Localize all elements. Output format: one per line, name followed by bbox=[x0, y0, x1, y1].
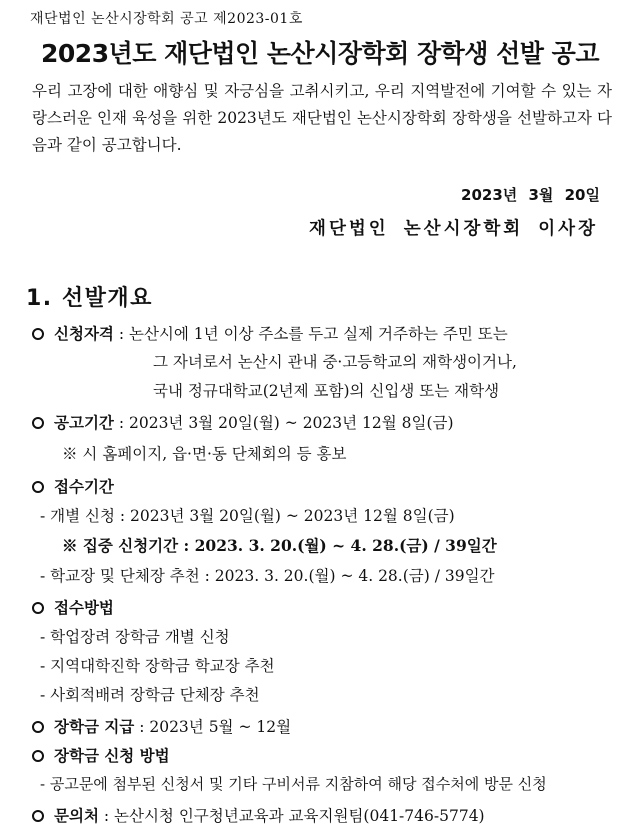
eligibility-text-1: : 논산시에 1년 이상 주소를 두고 실제 거주하는 주민 또는 bbox=[113, 325, 508, 343]
circle-bullet-icon bbox=[32, 328, 44, 340]
notice-period-line bbox=[32, 411, 454, 433]
circle-bullet-icon bbox=[32, 602, 44, 614]
payment-line bbox=[32, 715, 291, 737]
method-item: - 지역대학진학 장학금 학교장 추천 bbox=[40, 657, 275, 675]
circle-bullet-icon bbox=[32, 750, 44, 762]
contact-line bbox=[32, 804, 485, 826]
circle-bullet-icon bbox=[32, 721, 44, 733]
eligibility-text-2: 그 자녀로서 논산시 관내 중·고등학교의 재학생이거나, bbox=[153, 353, 517, 371]
reception-period-label: 접수기간 bbox=[54, 477, 114, 496]
application-method-item: - 공고문에 첨부된 신청서 및 기타 구비서류 지참하여 해당 접수처에 방문 신청 bbox=[40, 775, 547, 793]
notice-date: 2023년 3월 20일 bbox=[461, 186, 600, 204]
payment-label: 장학금 지급 bbox=[54, 717, 135, 736]
notice-period-value: : 2023년 3월 20일(월) ~ 2023년 12월 8일(금) bbox=[113, 414, 454, 432]
application-method-label: 장학금 신청 방법 bbox=[54, 746, 170, 765]
contact-label: 문의처 bbox=[54, 806, 99, 825]
eligibility-text-3: 국내 정규대학교(2년제 포함)의 신입생 또는 재학생 bbox=[153, 382, 500, 400]
application-method-line bbox=[32, 744, 170, 766]
reception-period-line bbox=[32, 475, 114, 497]
reception-individual: - 개별 신청 : 2023년 3월 20일(월) ~ 2023년 12월 8일(금) bbox=[40, 507, 455, 525]
circle-bullet-icon bbox=[32, 481, 44, 493]
eligibility-line bbox=[32, 322, 508, 344]
issuer: 재단법인 논산시장학회 이사장 bbox=[309, 219, 598, 239]
section-title-overview: 1. 선발개요 bbox=[26, 286, 153, 311]
notice-number: 재단법인 논산시장학회 공고 제2023-01호 bbox=[30, 11, 303, 27]
notice-period-note: ※ 시 홈페이지, 읍·면·동 단체회의 등 홍보 bbox=[62, 445, 347, 463]
notice-period-label: 공고기간 bbox=[54, 413, 114, 432]
payment-value: : 2023년 5월 ~ 12월 bbox=[134, 718, 292, 736]
circle-bullet-icon bbox=[32, 810, 44, 822]
reception-recommendation: - 학교장 및 단체장 추천 : 2023. 3. 20.(월) ~ 4. 28.(금) / 39일간 bbox=[40, 567, 495, 585]
page-title: 2023년도 재단법인 논산시장학회 장학생 선발 공고 bbox=[41, 39, 599, 68]
reception-method-label: 접수방법 bbox=[54, 598, 114, 617]
reception-method-line bbox=[32, 596, 114, 618]
contact-value: : 논산시청 인구청년교육과 교육지원팀(041-746-5774) bbox=[98, 807, 485, 825]
method-item: - 사회적배려 장학금 단체장 추천 bbox=[40, 686, 260, 704]
method-item: - 학업장려 장학금 개별 신청 bbox=[40, 628, 230, 646]
eligibility-label: 신청자격 bbox=[54, 324, 114, 343]
intro-paragraph: 우리 고장에 대한 애향심 및 자긍심을 고취시키고, 우리 지역발전에 기여할 수 있는 자랑스러운 인재 육성을 위한 2023년도 재단법인 논산시장학회 장학생을 선발하고자 다음과 같이 공고합니다. bbox=[32, 82, 612, 154]
circle-bullet-icon bbox=[32, 417, 44, 429]
reception-intensive-note: ※ 집중 신청기간 : 2023. 3. 20.(월) ~ 4. 28.(금) / 39일간 bbox=[62, 536, 497, 555]
